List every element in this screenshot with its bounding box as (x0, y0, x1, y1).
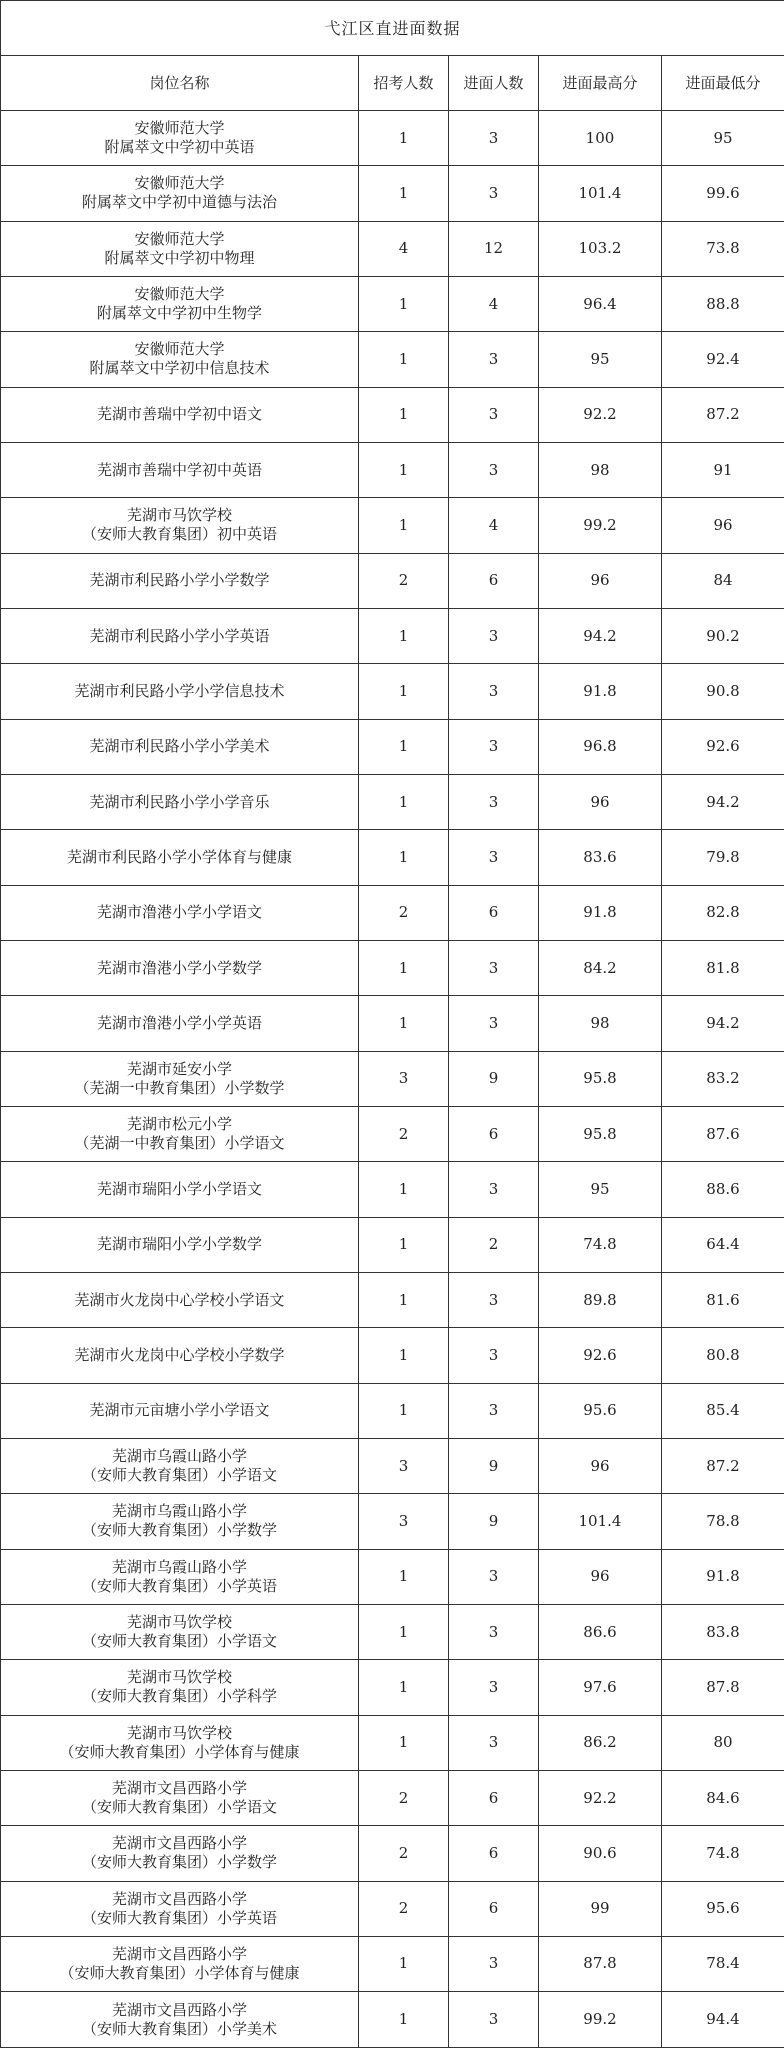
cell-quota: 1 (359, 1715, 449, 1770)
table-row (1, 1328, 784, 1383)
cell-quota: 1 (359, 1162, 449, 1217)
cell-interview-count: 3 (449, 1660, 539, 1715)
cell-min-score: 82.8 (662, 885, 784, 940)
cell-interview-count: 4 (449, 276, 539, 331)
cell-max-score: 96 (539, 553, 662, 608)
cell-interview-count: 6 (449, 1106, 539, 1161)
cell-min-score: 92.6 (662, 719, 784, 774)
cell-min-score: 92.4 (662, 332, 784, 387)
cell-max-score: 95 (539, 1162, 662, 1217)
table-title: 弋江区直进面数据 (1, 1, 784, 56)
cell-position-name: 安徽师范大学 附属萃文中学初中英语 (1, 111, 359, 166)
cell-quota: 1 (359, 996, 449, 1051)
cell-min-score: 84 (662, 553, 784, 608)
cell-quota: 3 (359, 1494, 449, 1549)
cell-min-score: 64.4 (662, 1217, 784, 1272)
cell-max-score: 98 (539, 442, 662, 497)
cell-quota: 1 (359, 719, 449, 774)
table-row (1, 332, 784, 387)
cell-min-score: 87.2 (662, 387, 784, 442)
cell-min-score: 91 (662, 442, 784, 497)
cell-position-name: 芜湖市利民路小学小学英语 (1, 608, 359, 663)
cell-position-name: 芜湖市火龙岗中心学校小学语文 (1, 1272, 359, 1327)
cell-min-score: 81.6 (662, 1272, 784, 1327)
cell-interview-count: 3 (449, 1328, 539, 1383)
table-row (1, 1162, 784, 1217)
cell-max-score: 96 (539, 1438, 662, 1493)
cell-min-score: 88.6 (662, 1162, 784, 1217)
cell-min-score: 90.2 (662, 608, 784, 663)
header-min-score: 进面最低分 (662, 56, 784, 111)
cell-position-name: 芜湖市马饮学校 （安师大教育集团）小学科学 (1, 1660, 359, 1715)
cell-quota: 1 (359, 1217, 449, 1272)
cell-quota: 1 (359, 1992, 449, 2048)
cell-position-name: 芜湖市利民路小学小学音乐 (1, 774, 359, 829)
cell-interview-count: 12 (449, 221, 539, 276)
cell-max-score: 95.6 (539, 1383, 662, 1438)
cell-max-score: 87.8 (539, 1936, 662, 1991)
cell-max-score: 86.6 (539, 1604, 662, 1659)
cell-min-score: 96 (662, 498, 784, 553)
cell-max-score: 92.6 (539, 1328, 662, 1383)
cell-position-name: 芜湖市澛港小学小学数学 (1, 940, 359, 995)
header-row (1, 56, 784, 111)
cell-min-score: 95.6 (662, 1881, 784, 1936)
cell-max-score: 86.2 (539, 1715, 662, 1770)
table-row (1, 1660, 784, 1715)
table-row (1, 276, 784, 331)
cell-interview-count: 9 (449, 1494, 539, 1549)
table-row (1, 221, 784, 276)
cell-interview-count: 6 (449, 1881, 539, 1936)
cell-min-score: 88.8 (662, 276, 784, 331)
cell-interview-count: 3 (449, 1549, 539, 1604)
table-row (1, 719, 784, 774)
cell-min-score: 94.2 (662, 996, 784, 1051)
cell-max-score: 97.6 (539, 1660, 662, 1715)
table-row (1, 664, 784, 719)
cell-min-score: 74.8 (662, 1826, 784, 1881)
table-row (1, 1992, 784, 2048)
table-row (1, 830, 784, 885)
cell-max-score: 99.2 (539, 1992, 662, 2048)
table-row (1, 553, 784, 608)
cell-max-score: 101.4 (539, 166, 662, 221)
cell-max-score: 84.2 (539, 940, 662, 995)
cell-max-score: 99 (539, 1881, 662, 1936)
table-row (1, 1715, 784, 1770)
header-position-name: 岗位名称 (1, 56, 359, 111)
header-interview-count: 进面人数 (449, 56, 539, 111)
cell-position-name: 芜湖市延安小学 （芜湖一中教育集团）小学数学 (1, 1051, 359, 1106)
cell-quota: 4 (359, 221, 449, 276)
cell-quota: 1 (359, 387, 449, 442)
table-row (1, 1106, 784, 1161)
cell-position-name: 芜湖市文昌西路小学 （安师大教育集团）小学语文 (1, 1770, 359, 1825)
cell-quota: 1 (359, 332, 449, 387)
table-row (1, 1217, 784, 1272)
cell-position-name: 芜湖市松元小学 （芜湖一中教育集团）小学语文 (1, 1106, 359, 1161)
cell-position-name: 安徽师范大学 附属萃文中学初中物理 (1, 221, 359, 276)
table-row (1, 111, 784, 166)
table-row (1, 498, 784, 553)
cell-quota: 2 (359, 885, 449, 940)
cell-min-score: 83.2 (662, 1051, 784, 1106)
cell-max-score: 91.8 (539, 885, 662, 940)
cell-max-score: 98 (539, 996, 662, 1051)
cell-interview-count: 3 (449, 830, 539, 885)
cell-interview-count: 3 (449, 1272, 539, 1327)
cell-quota: 1 (359, 830, 449, 885)
table-row (1, 1881, 784, 1936)
table-row (1, 996, 784, 1051)
cell-interview-count: 3 (449, 111, 539, 166)
cell-position-name: 芜湖市利民路小学小学信息技术 (1, 664, 359, 719)
cell-max-score: 103.2 (539, 221, 662, 276)
cell-max-score: 99.2 (539, 498, 662, 553)
cell-max-score: 101.4 (539, 1494, 662, 1549)
cell-min-score: 95 (662, 111, 784, 166)
cell-max-score: 90.6 (539, 1826, 662, 1881)
table-row (1, 1272, 784, 1327)
cell-quota: 2 (359, 1826, 449, 1881)
table-row (1, 608, 784, 663)
cell-min-score: 90.8 (662, 664, 784, 719)
cell-position-name: 芜湖市瑞阳小学小学数学 (1, 1217, 359, 1272)
cell-max-score: 92.2 (539, 1770, 662, 1825)
cell-max-score: 92.2 (539, 387, 662, 442)
cell-quota: 1 (359, 111, 449, 166)
table-row (1, 940, 784, 995)
cell-position-name: 安徽师范大学 附属萃文中学初中道德与法治 (1, 166, 359, 221)
cell-position-name: 芜湖市澛港小学小学语文 (1, 885, 359, 940)
cell-quota: 1 (359, 498, 449, 553)
cell-position-name: 芜湖市澛港小学小学英语 (1, 996, 359, 1051)
cell-quota: 1 (359, 664, 449, 719)
cell-position-name: 芜湖市文昌西路小学 （安师大教育集团）小学英语 (1, 1881, 359, 1936)
cell-position-name: 芜湖市文昌西路小学 （安师大教育集团）小学美术 (1, 1992, 359, 2048)
header-quota: 招考人数 (359, 56, 449, 111)
cell-max-score: 96.4 (539, 276, 662, 331)
cell-interview-count: 3 (449, 719, 539, 774)
cell-position-name: 芜湖市利民路小学小学美术 (1, 719, 359, 774)
cell-min-score: 80.8 (662, 1328, 784, 1383)
cell-min-score: 94.2 (662, 774, 784, 829)
cell-interview-count: 9 (449, 1051, 539, 1106)
cell-interview-count: 3 (449, 387, 539, 442)
cell-max-score: 74.8 (539, 1217, 662, 1272)
cell-quota: 1 (359, 1549, 449, 1604)
cell-position-name: 芜湖市利民路小学小学数学 (1, 553, 359, 608)
cell-position-name: 芜湖市乌霞山路小学 （安师大教育集团）小学数学 (1, 1494, 359, 1549)
cell-min-score: 73.8 (662, 221, 784, 276)
cell-quota: 1 (359, 276, 449, 331)
cell-interview-count: 3 (449, 664, 539, 719)
cell-quota: 2 (359, 1881, 449, 1936)
cell-min-score: 80 (662, 1715, 784, 1770)
cell-max-score: 96 (539, 1549, 662, 1604)
cell-max-score: 96.8 (539, 719, 662, 774)
cell-quota: 2 (359, 1106, 449, 1161)
cell-quota: 1 (359, 1272, 449, 1327)
cell-min-score: 94.4 (662, 1992, 784, 2048)
cell-quota: 1 (359, 774, 449, 829)
table-row (1, 1936, 784, 1991)
cell-quota: 1 (359, 940, 449, 995)
cell-min-score: 99.6 (662, 166, 784, 221)
cell-interview-count: 3 (449, 1383, 539, 1438)
table-row (1, 387, 784, 442)
cell-min-score: 87.2 (662, 1438, 784, 1493)
table-row (1, 1604, 784, 1659)
cell-min-score: 85.4 (662, 1383, 784, 1438)
cell-interview-count: 3 (449, 608, 539, 663)
cell-quota: 3 (359, 1051, 449, 1106)
cell-interview-count: 6 (449, 885, 539, 940)
cell-interview-count: 3 (449, 1715, 539, 1770)
cell-position-name: 芜湖市马饮学校 （安师大教育集团）小学语文 (1, 1604, 359, 1659)
cell-interview-count: 3 (449, 332, 539, 387)
cell-quota: 3 (359, 1438, 449, 1493)
cell-quota: 1 (359, 1660, 449, 1715)
cell-min-score: 81.8 (662, 940, 784, 995)
table-row (1, 1549, 784, 1604)
cell-quota: 1 (359, 1328, 449, 1383)
cell-interview-count: 3 (449, 996, 539, 1051)
cell-min-score: 87.6 (662, 1106, 784, 1161)
table-row (1, 1826, 784, 1881)
cell-min-score: 78.8 (662, 1494, 784, 1549)
cell-interview-count: 3 (449, 774, 539, 829)
cell-position-name: 芜湖市元亩塘小学小学语文 (1, 1383, 359, 1438)
table-row (1, 1770, 784, 1825)
cell-min-score: 78.4 (662, 1936, 784, 1991)
cell-position-name: 芜湖市乌霞山路小学 （安师大教育集团）小学语文 (1, 1438, 359, 1493)
cell-quota: 2 (359, 553, 449, 608)
cell-max-score: 96 (539, 774, 662, 829)
cell-interview-count: 3 (449, 166, 539, 221)
cell-max-score: 95 (539, 332, 662, 387)
table-row (1, 885, 784, 940)
cell-position-name: 安徽师范大学 附属萃文中学初中信息技术 (1, 332, 359, 387)
cell-interview-count: 3 (449, 1604, 539, 1659)
cell-interview-count: 6 (449, 1826, 539, 1881)
cell-max-score: 89.8 (539, 1272, 662, 1327)
cell-position-name: 芜湖市乌霞山路小学 （安师大教育集团）小学英语 (1, 1549, 359, 1604)
cell-max-score: 94.2 (539, 608, 662, 663)
cell-position-name: 安徽师范大学 附属萃文中学初中生物学 (1, 276, 359, 331)
cell-quota: 1 (359, 608, 449, 663)
cell-min-score: 79.8 (662, 830, 784, 885)
cell-quota: 1 (359, 1604, 449, 1659)
table-row (1, 166, 784, 221)
table-body (1, 111, 784, 2048)
cell-interview-count: 3 (449, 940, 539, 995)
cell-quota: 2 (359, 1770, 449, 1825)
cell-position-name: 芜湖市文昌西路小学 （安师大教育集团）小学数学 (1, 1826, 359, 1881)
header-max-score: 进面最高分 (539, 56, 662, 111)
cell-interview-count: 3 (449, 1936, 539, 1991)
cell-max-score: 83.6 (539, 830, 662, 885)
cell-position-name: 芜湖市火龙岗中心学校小学数学 (1, 1328, 359, 1383)
cell-quota: 1 (359, 1936, 449, 1991)
cell-min-score: 83.8 (662, 1604, 784, 1659)
cell-position-name: 芜湖市利民路小学小学体育与健康 (1, 830, 359, 885)
cell-min-score: 87.8 (662, 1660, 784, 1715)
cell-quota: 1 (359, 442, 449, 497)
cell-position-name: 芜湖市马饮学校 （安师大教育集团）小学体育与健康 (1, 1715, 359, 1770)
table-row (1, 1383, 784, 1438)
cell-max-score: 95.8 (539, 1106, 662, 1161)
cell-quota: 1 (359, 1383, 449, 1438)
cell-interview-count: 3 (449, 1992, 539, 2048)
cell-min-score: 91.8 (662, 1549, 784, 1604)
cell-max-score: 95.8 (539, 1051, 662, 1106)
cell-interview-count: 3 (449, 1162, 539, 1217)
cell-interview-count: 6 (449, 553, 539, 608)
cell-interview-count: 3 (449, 442, 539, 497)
cell-min-score: 84.6 (662, 1770, 784, 1825)
cell-position-name: 芜湖市瑞阳小学小学语文 (1, 1162, 359, 1217)
cell-interview-count: 4 (449, 498, 539, 553)
cell-position-name: 芜湖市马饮学校 （安师大教育集团）初中英语 (1, 498, 359, 553)
table-row (1, 1494, 784, 1549)
cell-position-name: 芜湖市善瑞中学初中语文 (1, 387, 359, 442)
table-row (1, 442, 784, 497)
cell-position-name: 芜湖市文昌西路小学 （安师大教育集团）小学体育与健康 (1, 1936, 359, 1991)
cell-quota: 1 (359, 166, 449, 221)
cell-max-score: 100 (539, 111, 662, 166)
table-row (1, 774, 784, 829)
cell-interview-count: 6 (449, 1770, 539, 1825)
table-row (1, 1438, 784, 1493)
title-row (1, 1, 784, 56)
cell-interview-count: 2 (449, 1217, 539, 1272)
cell-max-score: 91.8 (539, 664, 662, 719)
cell-position-name: 芜湖市善瑞中学初中英语 (1, 442, 359, 497)
table-row (1, 1051, 784, 1106)
cell-interview-count: 9 (449, 1438, 539, 1493)
